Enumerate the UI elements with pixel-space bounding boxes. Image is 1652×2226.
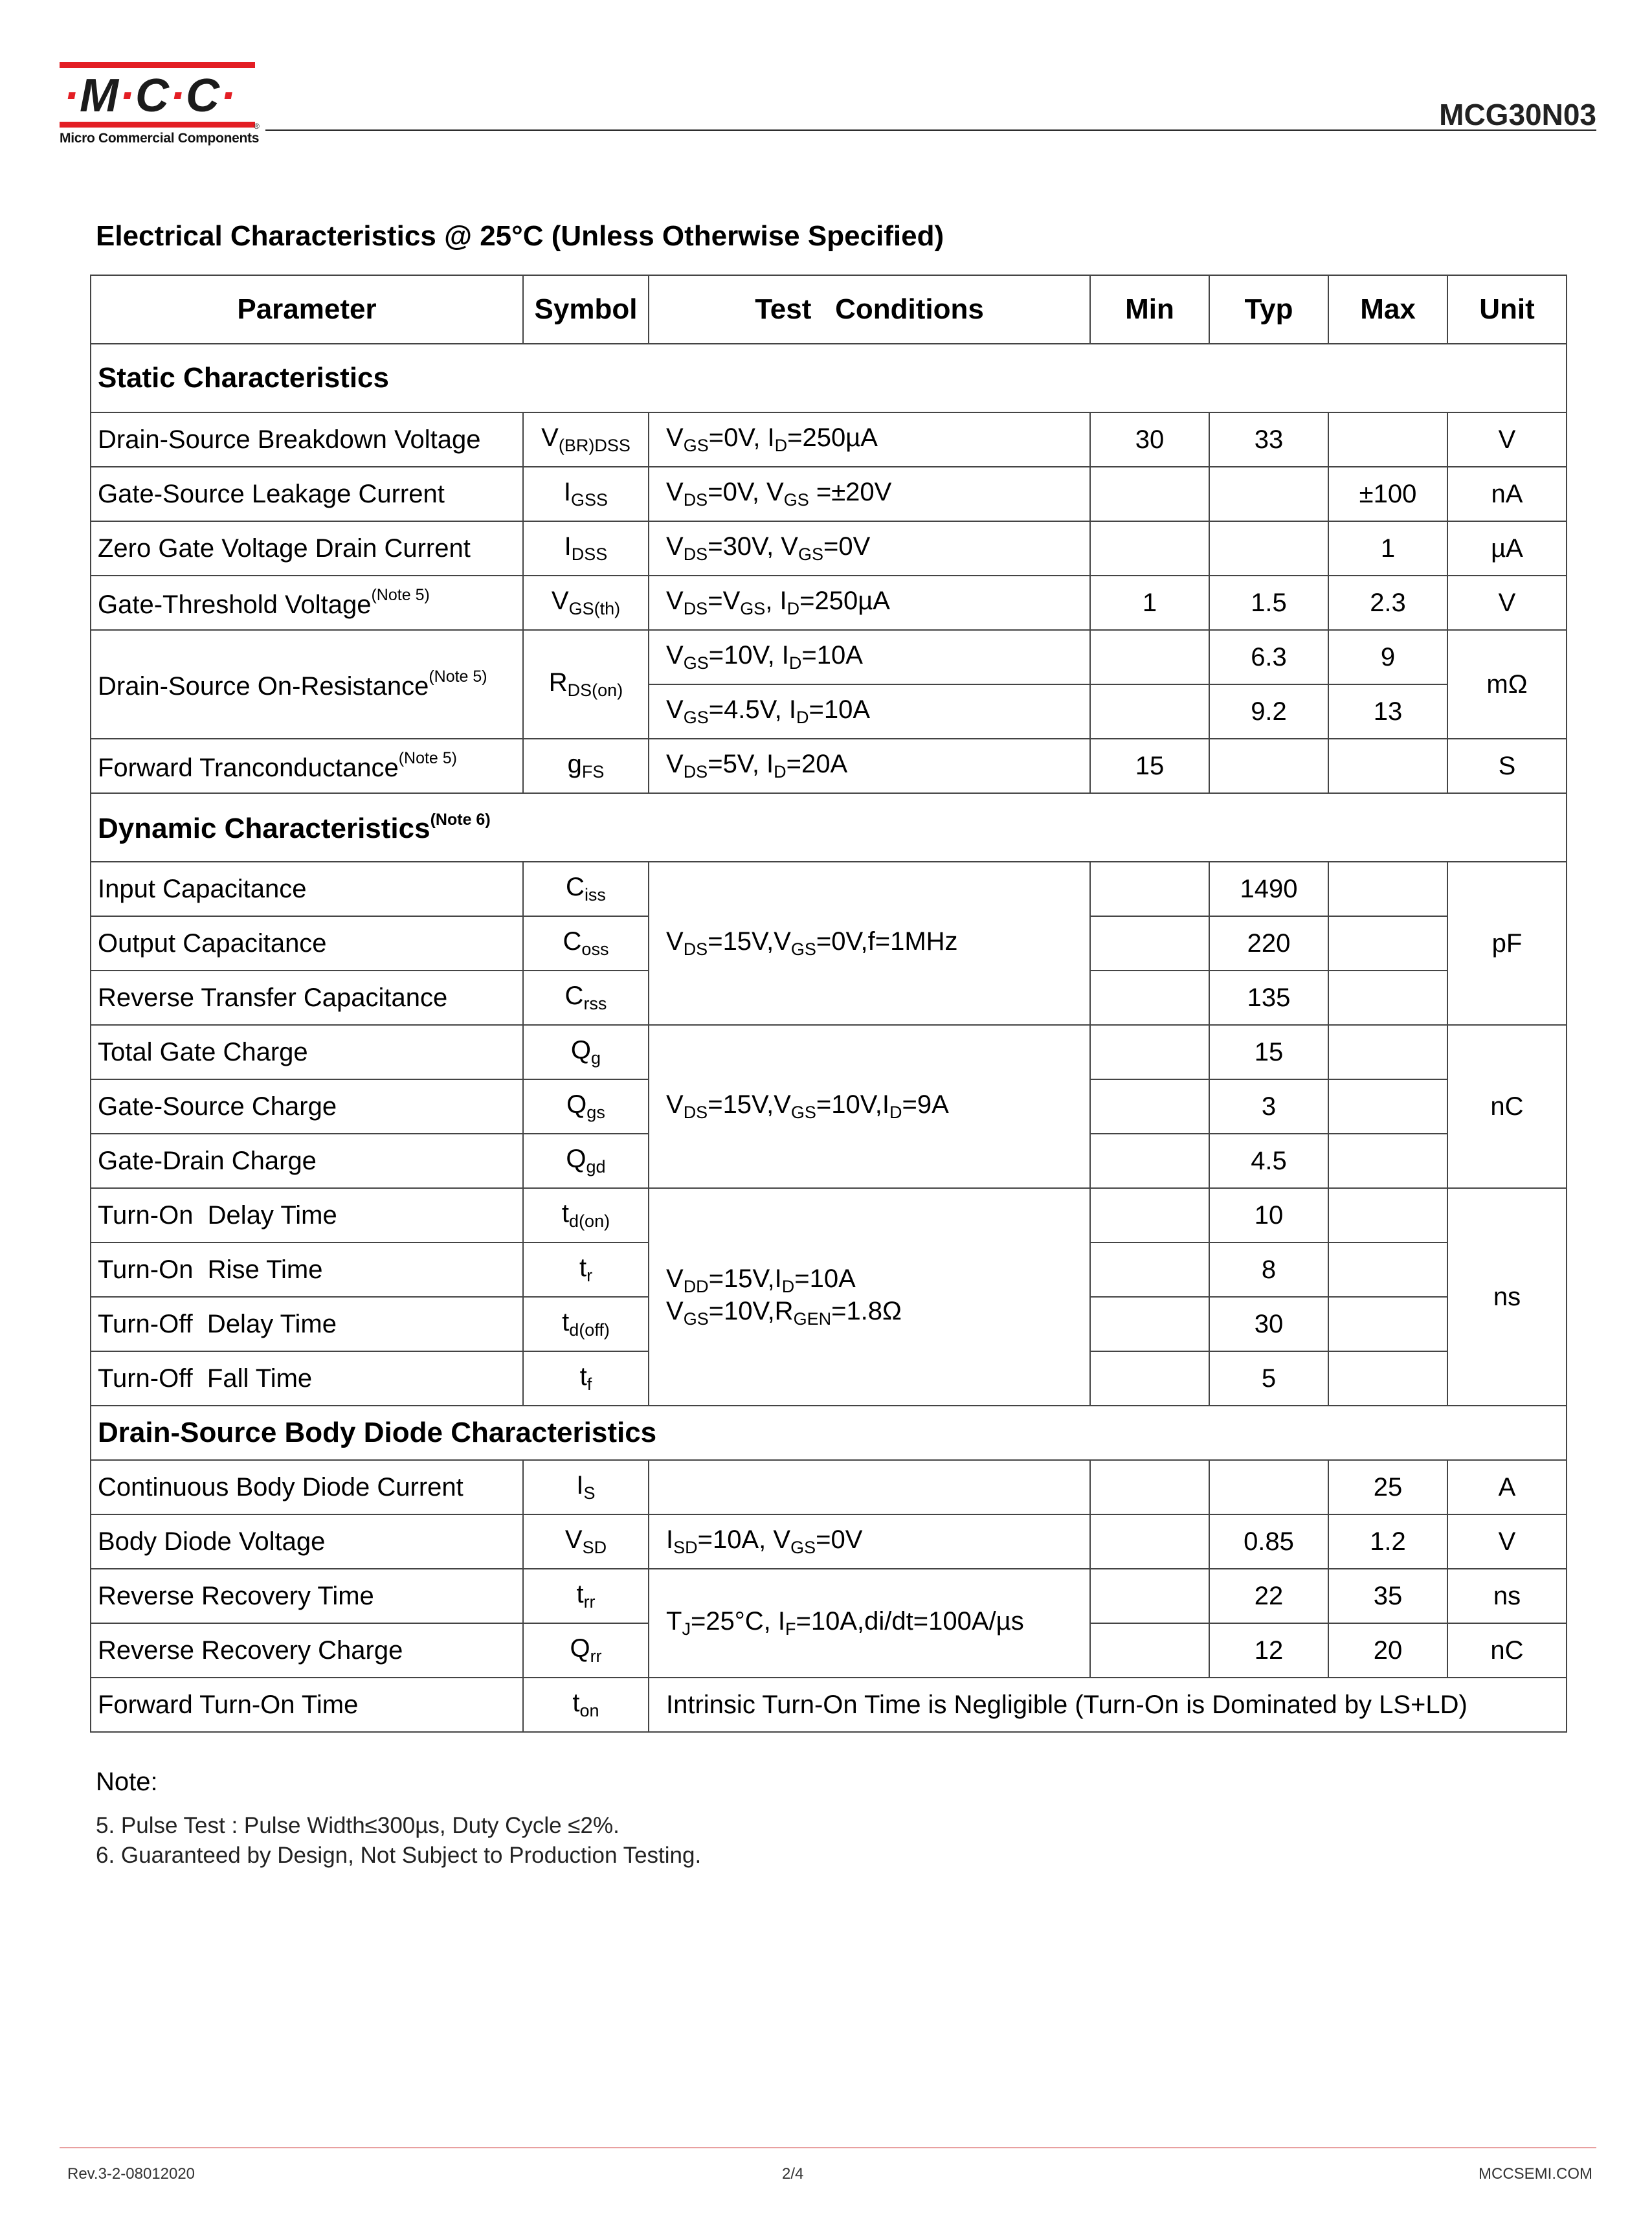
symbol-cell: $I_{GSS}$ xyxy=(523,467,649,521)
table-row xyxy=(91,739,1567,793)
param-cell: Gate-Source Leakage Current xyxy=(91,467,523,521)
min-cell xyxy=(1090,1025,1209,1079)
min-cell xyxy=(1090,1134,1209,1188)
max-cell xyxy=(1328,412,1447,467)
param-cell: Forward Turn-On Time xyxy=(91,1678,523,1732)
min-cell xyxy=(1090,971,1209,1025)
typ-cell: 15 xyxy=(1209,1025,1328,1079)
typ-cell: 1.5 xyxy=(1209,576,1328,630)
condition-cell: $V_{DS}=15V,V_{GS}=0V,f=1MHz$ xyxy=(649,862,1090,1025)
typ-cell: 12 xyxy=(1209,1623,1328,1678)
symbol-cell: $Q_{gd}$ xyxy=(523,1134,649,1188)
min-cell xyxy=(1090,1242,1209,1297)
website-label: MCCSEMI.COM xyxy=(1479,2165,1592,2183)
condition-cell xyxy=(649,1460,1090,1514)
logo-wordmark: ·M·C·C· xyxy=(63,70,236,122)
switch-condition-line-2: $V_{GS}=10V,R_{GEN}=1.8\Omega$ xyxy=(666,1297,902,1329)
max-cell xyxy=(1328,862,1447,916)
condition-cell: $V_{DS}=15V,V_{GS}=10V,I_D=9A$ xyxy=(649,1025,1090,1188)
group-dynamic: Dynamic Characteristics$^{(Note 6)}$ xyxy=(91,793,1567,862)
condition-cell: $V_{GS}=0V$, $I_D=250\mu A$ xyxy=(649,412,1090,467)
max-cell xyxy=(1328,1351,1447,1406)
section-title: Electrical Characteristics @ 25°C (Unless Otherwise Specified) xyxy=(96,220,944,252)
min-cell xyxy=(1090,1569,1209,1623)
col-unit: Unit xyxy=(1447,275,1567,344)
logo-bar-bottom xyxy=(60,122,255,128)
condition-cell xyxy=(649,1188,1090,1406)
table-row xyxy=(91,467,1567,521)
unit-cell: mΩ xyxy=(1447,630,1567,739)
max-cell xyxy=(1328,1188,1447,1242)
symbol-cell: $t_{d(off)}$ xyxy=(523,1297,649,1351)
condition-cell: $T_J=25^\circ C$, $I_F=10A,di/dt=100A/\mu s$ xyxy=(649,1569,1090,1678)
table-header-row xyxy=(91,275,1567,344)
unit-cell: V xyxy=(1447,412,1567,467)
typ-cell: 22 xyxy=(1209,1569,1328,1623)
typ-cell: 9.2 xyxy=(1209,684,1328,739)
symbol-cell: $R_{DS(on)}$ xyxy=(523,630,649,739)
min-cell xyxy=(1090,521,1209,576)
max-cell xyxy=(1328,1134,1447,1188)
param-cell: Input Capacitance xyxy=(91,862,523,916)
symbol-cell: $t_{rr}$ xyxy=(523,1569,649,1623)
min-cell: 30 xyxy=(1090,412,1209,467)
condition-cell: $V_{DS}=30V$, $V_{GS}=0V$ xyxy=(649,521,1090,576)
unit-cell: nC xyxy=(1447,1623,1567,1678)
symbol-cell: $t_{d(on)}$ xyxy=(523,1188,649,1242)
typ-cell: 1490 xyxy=(1209,862,1328,916)
param-cell: Turn-On Rise Time xyxy=(91,1242,523,1297)
param-cell: Drain-Source On-Resistance$^{(Note 5)}$ xyxy=(91,630,523,739)
param-cell: Reverse Recovery Time xyxy=(91,1569,523,1623)
condition-cell: $V_{GS}=4.5V$, $I_D=10A$ xyxy=(649,684,1090,739)
param-cell: Turn-Off Fall Time xyxy=(91,1351,523,1406)
min-cell: 1 xyxy=(1090,576,1209,630)
typ-cell: 0.85 xyxy=(1209,1514,1328,1569)
condition-cell: $V_{DS}=0V$, $V_{GS} =\pm 20V$ xyxy=(649,467,1090,521)
max-cell: 35 xyxy=(1328,1569,1447,1623)
typ-cell: 5 xyxy=(1209,1351,1328,1406)
typ-cell: 10 xyxy=(1209,1188,1328,1242)
param-cell: Gate-Drain Charge xyxy=(91,1134,523,1188)
symbol-cell: $g_{FS}$ xyxy=(523,739,649,793)
symbol-cell: $t_r$ xyxy=(523,1242,649,1297)
page-number: 2/4 xyxy=(782,2165,804,2183)
min-cell xyxy=(1090,630,1209,684)
symbol-cell: $I_S$ xyxy=(523,1460,649,1514)
unit-cell: nC xyxy=(1447,1025,1567,1188)
min-cell xyxy=(1090,467,1209,521)
symbol-cell: $t_{on}$ xyxy=(523,1678,649,1732)
max-cell: 1 xyxy=(1328,521,1447,576)
min-cell xyxy=(1090,862,1209,916)
condition-cell: $V_{DS}=5V$, $I_D=20A$ xyxy=(649,739,1090,793)
group-row xyxy=(91,1406,1567,1460)
company-logo xyxy=(60,62,267,150)
param-cell: Body Diode Voltage xyxy=(91,1514,523,1569)
col-symbol: Symbol xyxy=(523,275,649,344)
table-row xyxy=(91,1514,1567,1569)
typ-cell: 4.5 xyxy=(1209,1134,1328,1188)
registered-mark: ® xyxy=(254,122,260,131)
unit-cell: A xyxy=(1447,1460,1567,1514)
typ-cell: 8 xyxy=(1209,1242,1328,1297)
table-row xyxy=(91,1188,1567,1242)
note-6: 6. Guaranteed by Design, Not Subject to Production Testing. xyxy=(96,1843,702,1868)
symbol-cell: $C_{rss}$ xyxy=(523,971,649,1025)
col-typ: Typ xyxy=(1209,275,1328,344)
condition-cell: $I_{SD}=10A$, $V_{GS}=0V$ xyxy=(649,1514,1090,1569)
typ-cell: 220 xyxy=(1209,916,1328,971)
min-cell xyxy=(1090,1079,1209,1134)
max-cell: 25 xyxy=(1328,1460,1447,1514)
symbol-cell: $C_{iss}$ xyxy=(523,862,649,916)
max-cell xyxy=(1328,916,1447,971)
param-cell: Turn-On Delay Time xyxy=(91,1188,523,1242)
min-cell xyxy=(1090,1514,1209,1569)
max-cell xyxy=(1328,1079,1447,1134)
logo-bar-top xyxy=(60,62,255,68)
col-conditions: Test Conditions xyxy=(649,275,1090,344)
min-cell xyxy=(1090,1297,1209,1351)
unit-cell: ns xyxy=(1447,1569,1567,1623)
table-row xyxy=(91,521,1567,576)
typ-cell xyxy=(1209,467,1328,521)
max-cell: 13 xyxy=(1328,684,1447,739)
unit-cell: nA xyxy=(1447,467,1567,521)
condition-cell: $V_{GS}=10V$, $I_D=10A$ xyxy=(649,630,1090,684)
revision-label: Rev.3-2-08012020 xyxy=(67,2165,195,2183)
min-cell xyxy=(1090,1623,1209,1678)
param-cell: Forward Tranconductance$^{(Note 5)}$ xyxy=(91,739,523,793)
note-5: 5. Pulse Test : Pulse Width≤300µs, Duty Cycle ≤2%. xyxy=(96,1813,620,1838)
group-row xyxy=(91,793,1567,862)
condition-cell: $V_{DS}=V_{GS}$, $I_D=250\mu A$ xyxy=(649,576,1090,630)
group-diode: Drain-Source Body Diode Characteristics xyxy=(91,1406,1567,1460)
min-cell: 15 xyxy=(1090,739,1209,793)
table-row xyxy=(91,862,1567,916)
param-cell: Output Capacitance xyxy=(91,916,523,971)
max-cell: ±100 xyxy=(1328,467,1447,521)
typ-cell: 6.3 xyxy=(1209,630,1328,684)
max-cell xyxy=(1328,739,1447,793)
symbol-cell: $t_f$ xyxy=(523,1351,649,1406)
table-row xyxy=(91,412,1567,467)
max-cell: 20 xyxy=(1328,1623,1447,1678)
electrical-characteristics-table xyxy=(90,275,1567,1733)
col-max: Max xyxy=(1328,275,1447,344)
group-row xyxy=(91,344,1567,412)
table-row xyxy=(91,1678,1567,1732)
group-static: Static Characteristics xyxy=(91,344,1567,412)
unit-cell: ns xyxy=(1447,1188,1567,1406)
part-number: MCG30N03 xyxy=(1439,98,1596,131)
symbol-cell: $V_{SD}$ xyxy=(523,1514,649,1569)
param-cell: Drain-Source Breakdown Voltage xyxy=(91,412,523,467)
max-cell xyxy=(1328,1242,1447,1297)
switch-condition-line-1: $V_{DD}=15V,I_D=10A$ xyxy=(666,1265,856,1296)
col-parameter: Parameter xyxy=(91,275,523,344)
param-cell: Gate-Source Charge xyxy=(91,1079,523,1134)
max-cell xyxy=(1328,1297,1447,1351)
footer-divider xyxy=(60,2147,1596,2148)
max-cell: 9 xyxy=(1328,630,1447,684)
table-row xyxy=(91,1025,1567,1079)
notes-heading: Note: xyxy=(96,1768,158,1796)
param-cell: Reverse Recovery Charge xyxy=(91,1623,523,1678)
min-cell xyxy=(1090,1351,1209,1406)
symbol-cell: $V_{GS(th)}$ xyxy=(523,576,649,630)
typ-cell: 33 xyxy=(1209,412,1328,467)
min-cell xyxy=(1090,916,1209,971)
param-cell: Gate-Threshold Voltage$^{(Note 5)}$ xyxy=(91,576,523,630)
min-cell xyxy=(1090,684,1209,739)
min-cell xyxy=(1090,1460,1209,1514)
max-cell xyxy=(1328,1025,1447,1079)
symbol-cell: $Q_{gs}$ xyxy=(523,1079,649,1134)
param-cell: Total Gate Charge xyxy=(91,1025,523,1079)
param-cell: Continuous Body Diode Current xyxy=(91,1460,523,1514)
table-row xyxy=(91,1460,1567,1514)
symbol-cell: $Q_g$ xyxy=(523,1025,649,1079)
unit-cell: µA xyxy=(1447,521,1567,576)
symbol-cell: $I_{DSS}$ xyxy=(523,521,649,576)
unit-cell: pF xyxy=(1447,862,1567,1025)
param-cell: Reverse Transfer Capacitance xyxy=(91,971,523,1025)
table-row xyxy=(91,1569,1567,1623)
typ-cell xyxy=(1209,1460,1328,1514)
unit-cell: V xyxy=(1447,576,1567,630)
max-cell: 2.3 xyxy=(1328,576,1447,630)
typ-cell xyxy=(1209,739,1328,793)
symbol-cell: $Q_{rr}$ xyxy=(523,1623,649,1678)
max-cell xyxy=(1328,971,1447,1025)
symbol-cell: $V_{(BR)DSS}$ xyxy=(523,412,649,467)
table-row xyxy=(91,576,1567,630)
unit-cell: S xyxy=(1447,739,1567,793)
typ-cell: 30 xyxy=(1209,1297,1328,1351)
param-cell: Turn-Off Delay Time xyxy=(91,1297,523,1351)
header-divider xyxy=(265,129,1596,131)
typ-cell: 135 xyxy=(1209,971,1328,1025)
table-row xyxy=(91,630,1567,684)
symbol-cell: $C_{oss}$ xyxy=(523,916,649,971)
company-name: Micro Commercial Components xyxy=(60,131,260,146)
typ-cell: 3 xyxy=(1209,1079,1328,1134)
typ-cell xyxy=(1209,521,1328,576)
unit-cell: V xyxy=(1447,1514,1567,1569)
col-min: Min xyxy=(1090,275,1209,344)
min-cell xyxy=(1090,1188,1209,1242)
max-cell: 1.2 xyxy=(1328,1514,1447,1569)
param-cell: Zero Gate Voltage Drain Current xyxy=(91,521,523,576)
condition-cell: Intrinsic Turn-On Time is Negligible (Turn-On is Dominated by LS+LD) xyxy=(649,1678,1567,1732)
